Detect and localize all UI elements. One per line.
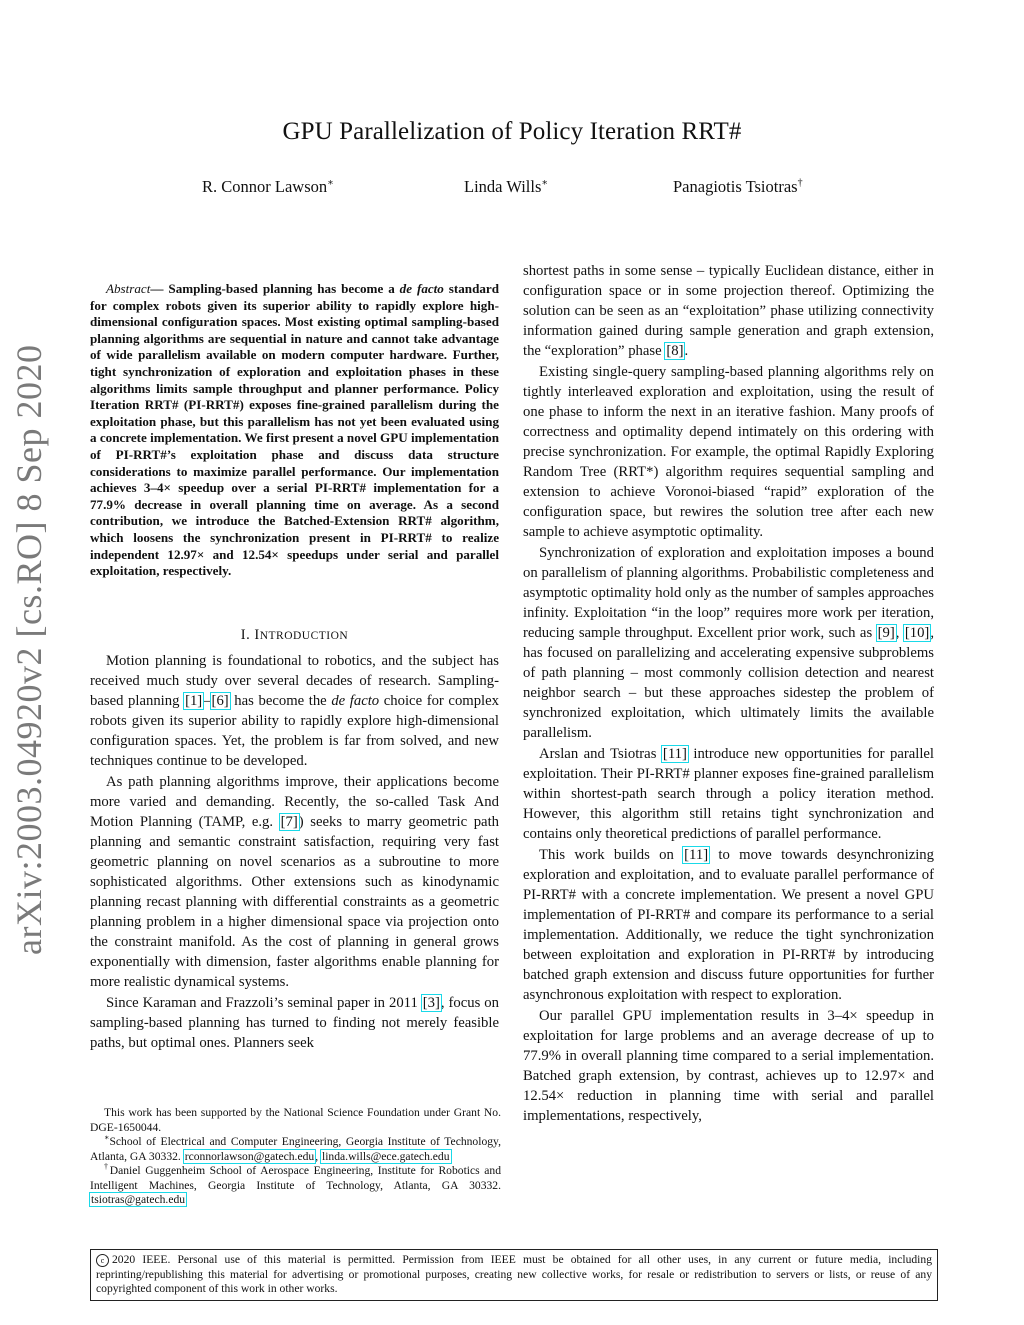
paper-title: GPU Parallelization of Policy Iteration RRT#	[282, 118, 742, 145]
arxiv-id: arXiv:2003.04920v2 [cs.RO] 8 Sep 2020	[9, 344, 49, 955]
copyright-notice	[90, 1249, 938, 1301]
footnote-affiliation-1	[90, 1135, 501, 1164]
text: choice for complex robots given its superior ability to rapidly explore high-dimensional configuration spaces. Yet, the problem is far from solved, and new techniques continue to be developed.	[90, 693, 500, 769]
text: has become the	[229, 693, 332, 709]
section-title-rest: NTRODUCTION	[259, 630, 349, 642]
author-1	[202, 177, 334, 197]
abstract-dash: —	[150, 281, 169, 296]
text: introduce new opportunities for parallel exploitation. Their PI-RRT# planner exposes fine-grained parallelism within shortest-path search through a policy iteration method. However, this algorithm still retains tight synchronization and contains only theoretical predictions of parallel performance.	[523, 746, 935, 842]
paragraph	[90, 993, 499, 1053]
text: Since Karaman and Frazzoli’s seminal paper in 2011	[106, 995, 422, 1011]
text: , focus on sampling-based planning has turned to finding not merely feasible paths, but optimal ones. Planners seek	[90, 995, 499, 1051]
author-mark: ∗	[327, 177, 334, 189]
paragraph	[523, 845, 934, 1005]
citation-link[interactable]: [11]	[684, 847, 709, 863]
emphasis: de facto	[331, 693, 380, 709]
paragraph	[90, 772, 499, 992]
left-column-body	[90, 651, 499, 1054]
copyright-icon: c	[96, 1254, 109, 1267]
text: .	[684, 343, 689, 359]
citation-link[interactable]: [7]	[280, 814, 298, 830]
text: As path planning algorithms improve, their applications become more varied and demanding. Recently, the so-called Task And Motion Planning (TAMP, e.g.	[90, 774, 499, 830]
email-link[interactable]: tsiotras@gatech.edu	[91, 1193, 186, 1206]
text: School of Electrical and Computer Engineering, Georgia Institute of Technology, Atlanta, GA 30332.	[90, 1135, 501, 1163]
footnotes	[90, 1106, 501, 1208]
citation-link[interactable]: [6]	[211, 693, 229, 709]
author-2	[464, 177, 548, 197]
author-name: R. Connor Lawson	[202, 177, 328, 196]
paragraph: Existing single-query sampling-based planning algorithms rely on tightly interleaved exploration and exploitation, using the result of one phase to inform the next in an iterative fashion. Many proofs of correctness and optimality depend intimately on this ordering with precise synchronization. For example, the optimal Rapidly Exploring Random Tree (RRT*) algorithm requires sequential sampling and extension to achieve Voronoi-biased “rapid” exploration of the configuration space, but rewires the solution tree after each new sample to achieve asymptotic optimality.	[523, 364, 934, 540]
citation-link[interactable]: [9]	[877, 625, 895, 641]
citation-link[interactable]: [10]	[904, 625, 930, 641]
text: Daniel Guggenheim School of Aerospace Engineering, Institute for Robotics and Intelligent Machines, Georgia Institute of Technology, Atlanta, GA 30332.	[90, 1164, 502, 1192]
email-link[interactable]: linda.wills@ece.gatech.edu	[321, 1149, 450, 1163]
citation-link[interactable]: [1]	[185, 693, 203, 709]
text: This work builds on	[539, 847, 684, 863]
paragraph	[523, 261, 934, 361]
author-name: Linda Wills	[464, 177, 542, 196]
text: to move towards desynchronizing exploration and exploitation, and to evaluate parallel performance of PI-RRT# with a concrete implementation. We present a novel GPU implementation of PI-RRT# and compare its performance to a serial implementation. Additionally, we reduce the tight synchronization between exploitation and exploration in PI-RRT# by introducing batched graph extension and discuss future opportunities for further asynchronous exploitation with respect to exploration.	[523, 847, 934, 1003]
copyright-text: 2020 IEEE. Personal use of this material is permitted. Permission from IEEE must be obtained for all other uses, in any current or future media, including reprinting/republishing this material for advertising or promotional purposes, creating new collective works, for resale or redistribution to servers or lists, or reuse of any copyrighted component of this work in other works.	[96, 1253, 932, 1296]
section-number: I.	[240, 627, 255, 643]
citation-link[interactable]: [11]	[662, 746, 687, 762]
abstract-label: Abstract	[106, 281, 151, 296]
text: ) seeks to marry geometric path planning and semantic constraint satisfaction, requiring very fast geometric planning on novel scenarios as a subroutine to more sophisticated algorithms. Other extensions such as kinodynamic planning recast planning with differential constraints as a geometric planning problem in a higher dimensional space via projection onto the constraint manifold. As the cost of planning in general grows exponentially with dimension, faster algorithms enable planning for more realistic dynamical systems.	[90, 814, 499, 990]
section-heading	[90, 627, 499, 644]
paragraph: Our parallel GPU implementation results in 3–4× speedup in exploitation for large problems and an average decrease of up to 77.9% in overall planning time compared to a serial implementation. Batched graph extension, by contrast, achieves up to 12.97× and 12.54× reduction in planning time with serial and parallel implementations, respectively,	[523, 1008, 934, 1124]
paragraph	[90, 651, 499, 771]
text: , has focused on parallelizing and accelerating expensive subproblems of path planning – most commonly collision detection and nearest neighbor search – but these approaches sidestep the problem of synchronized exploitation, which ultimately limits the available parallelism.	[523, 625, 934, 741]
arxiv-sidebar	[8, 344, 68, 1015]
footnote-mark: †	[104, 1162, 110, 1172]
paragraph	[523, 744, 934, 844]
text: Synchronization of exploration and exploitation imposes a bound on parallelism of planning algorithms. Probabilistic completeness and asymptotic optimality hold only as the number of samples approaches infinity. Exploitation “in the loop” requires more work per iteration, reducing sample throughput. Excellent prior work, such as	[523, 545, 934, 641]
citation-link[interactable]: [8]	[666, 343, 684, 359]
abstract	[90, 281, 499, 580]
abstract-text: standard for complex robots given its superior ability to rapidly explore high-dimensional configuration spaces. Most existing optimal sampling-based planning algorithms are sequential in nature and cannot take advantage of wide parallelism available on modern computer hardware. Further, tight synchronization of exploration and exploitation phases in these algorithms limits sample throughput and planner performance. Policy Iteration RRT# (PI-RRT#) exposes fine-grained parallelism during the exploitation phase, but this parallelism has not yet been evaluated using a concrete implementation. We first present a novel GPU implementation of PI-RRT#’s exploitation phase and discuss data structure considerations to maximize parallel performance. Our implementation achieves 3–4× speedup over a serial PI-RRT# implementation for a 77.9% decrease in overall planning time on average. As a second contribution, we introduce the Batched-Extension RRT# algorithm, which loosens the synchronization present in PI-RRT# to realize independent 12.97× and 12.54× speedups under serial and parallel exploitation, respectively.	[90, 281, 499, 579]
text: Motion planning is foundational to robotics, and the subject has received much study over several decades of research. Sampling-based planning	[90, 653, 499, 709]
text: ,	[895, 625, 904, 641]
author-mark: ∗	[541, 177, 549, 189]
section-first-letter: I	[254, 627, 260, 643]
text: ,	[315, 1149, 321, 1163]
citation-link[interactable]: [3]	[422, 995, 440, 1011]
right-column-body	[523, 261, 934, 1127]
abstract-emphasis: de facto	[399, 281, 444, 296]
paragraph	[523, 543, 934, 743]
author-name: Panagiotis Tsiotras	[673, 177, 798, 196]
email-link[interactable]: rconnorlawson@gatech.edu	[184, 1149, 315, 1163]
footnote-funding: This work has been supported by the National Science Foundation under Grant No. DGE-1650044.	[90, 1106, 501, 1134]
author-mark: †	[797, 177, 803, 189]
text: –	[203, 693, 211, 709]
abstract-text: Sampling-based planning has become a	[168, 281, 400, 296]
text: Arslan and Tsiotras	[539, 746, 662, 762]
footnote-mark: ∗	[104, 1133, 110, 1143]
text: shortest paths in some sense – typically Euclidean distance, either in configuration space or in some projection thereof. Optimizing the solution can be seen as an “exploitation” phase utilizing connectivity information gained during sample generation and graph extension, the “exploration” phase	[523, 263, 934, 359]
author-3	[673, 177, 803, 197]
footnote-affiliation-2	[90, 1164, 501, 1208]
